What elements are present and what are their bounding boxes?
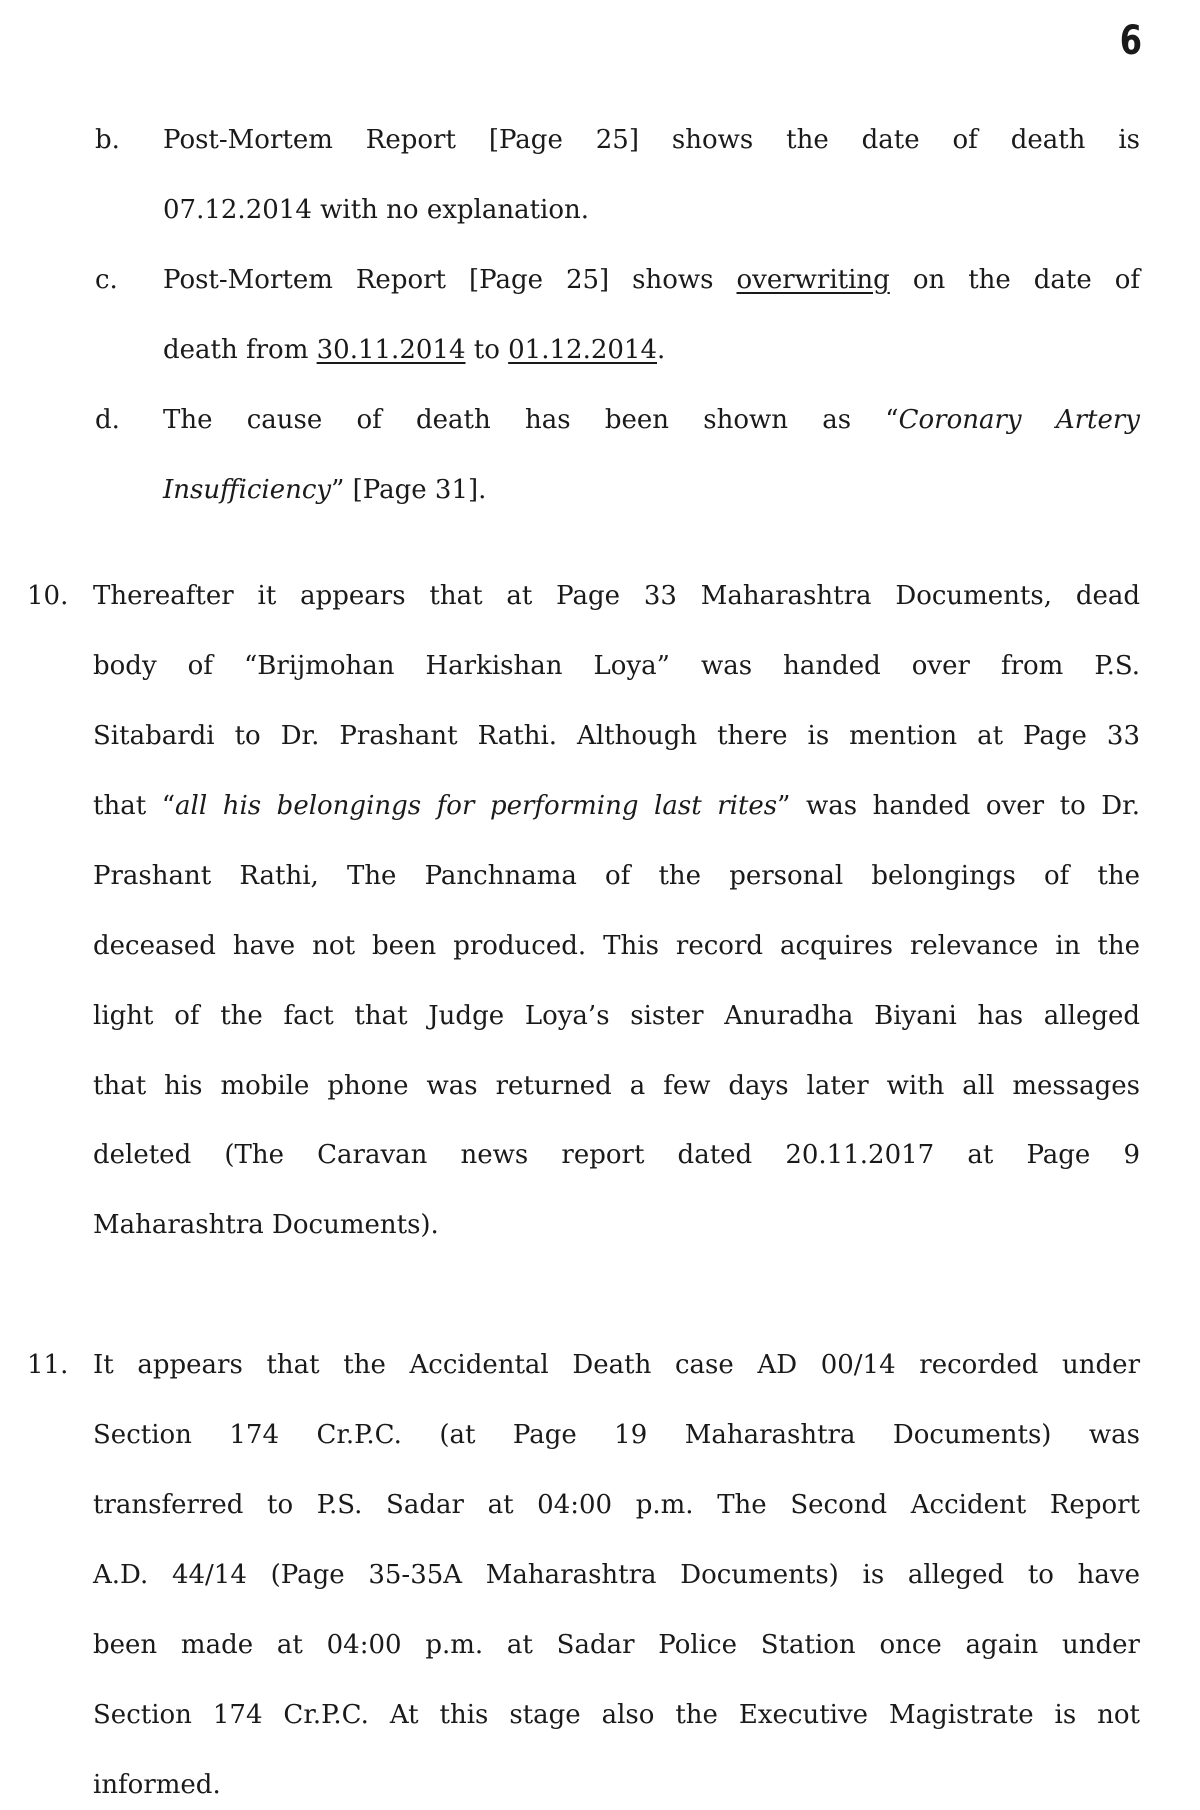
p10-line-2: body of “Brijmohan Harkishan Loya” was handed over from P.S. [93, 651, 1140, 681]
page-number: 6 [1119, 18, 1142, 64]
item-d-line-2 [163, 470, 1140, 510]
text: that “ [93, 791, 176, 821]
underlined-date-to: 01.12.2014 [508, 335, 658, 365]
italic-quote: all his belongings for performing last rites [175, 791, 778, 821]
p11-line-4: A.D. 44/14 (Page 35-35A Maharashtra Documents) is alleged to have [93, 1560, 1140, 1590]
underlined-term-overwriting: overwriting [736, 265, 890, 295]
p10-line-4 [93, 786, 1140, 826]
text: The cause of death has been shown as “ [163, 405, 899, 435]
p10-line-3: Sitabardi to Dr. Prashant Rathi. Although there is mention at Page 33 [93, 721, 1140, 751]
italic-cause: Coronary Artery [898, 405, 1140, 435]
italic-cause: Insufficiency [163, 475, 332, 505]
p11-line-6: Section 174 Cr.P.C. At this stage also the Executive Magistrate is not [93, 1700, 1140, 1730]
p11-line-7: informed. [93, 1770, 221, 1800]
underlined-date-from: 30.11.2014 [316, 335, 466, 365]
text: ” [Page 31]. [331, 475, 487, 505]
text: on the date of [889, 265, 1141, 295]
p11-line-3: transferred to P.S. Sadar at 04:00 p.m. The Second Accident Report [93, 1490, 1140, 1520]
paragraph-number-10: 10. [27, 581, 69, 611]
item-label-b: b. [95, 125, 120, 155]
p10-line-1: Thereafter it appears that at Page 33 Maharashtra Documents, dead [93, 581, 1140, 611]
paragraph-number-11: 11. [27, 1350, 69, 1380]
item-label-c: c. [95, 265, 118, 295]
item-b-line-1: Post-Mortem Report [Page 25] shows the date of death is [163, 125, 1140, 155]
item-d-line-1 [163, 400, 1140, 440]
p10-line-10: Maharashtra Documents). [93, 1210, 439, 1240]
item-b-line-2: 07.12.2014 with no explanation. [163, 195, 590, 225]
item-c-line-2 [163, 330, 1140, 370]
p11-line-1: It appears that the Accidental Death case AD 00/14 recorded under [93, 1350, 1140, 1380]
p10-line-8: that his mobile phone was returned a few days later with all messages [93, 1071, 1140, 1101]
text: . [657, 335, 666, 365]
p11-line-2: Section 174 Cr.P.C. (at Page 19 Maharashtra Documents) was [93, 1420, 1140, 1450]
text: ” was handed over to Dr. [777, 791, 1140, 821]
p10-line-9: deleted (The Caravan news report dated 20.11.2017 at Page 9 [93, 1140, 1140, 1170]
item-c-line-1 [163, 260, 1140, 300]
p10-line-6: deceased have not been produced. This record acquires relevance in the [93, 931, 1140, 961]
text: to [465, 335, 509, 365]
p10-line-5: Prashant Rathi, The Panchnama of the personal belongings of the [93, 861, 1140, 891]
p11-line-5: been made at 04:00 p.m. at Sadar Police Station once again under [93, 1630, 1140, 1660]
text: death from [163, 335, 317, 365]
item-label-d: d. [95, 405, 120, 435]
text: Post-Mortem Report [Page 25] shows [163, 265, 737, 295]
p10-line-7: light of the fact that Judge Loya’s sister Anuradha Biyani has alleged [93, 1001, 1140, 1031]
